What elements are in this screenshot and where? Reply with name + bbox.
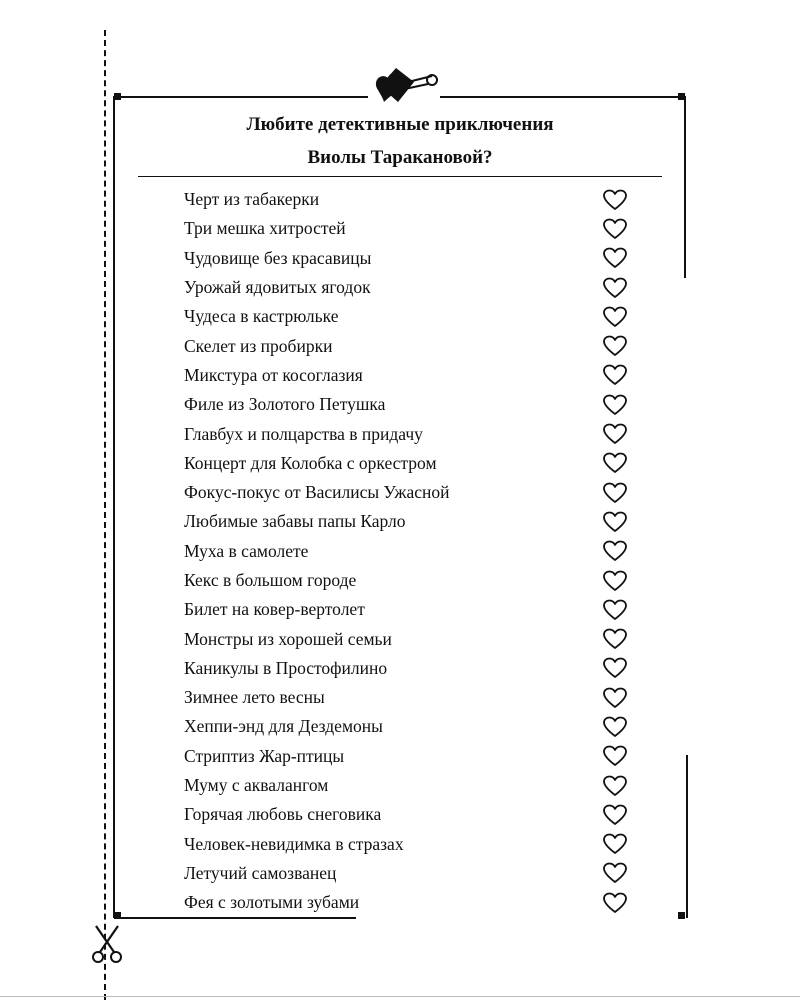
dashed-cut-line (104, 30, 106, 1000)
heart-outline-icon[interactable] (602, 775, 628, 797)
heart-outline-icon[interactable] (602, 570, 628, 592)
heart-outline-icon[interactable] (602, 833, 628, 855)
book-list-item (184, 771, 644, 800)
book-list-item (184, 419, 644, 448)
book-title: Билет на ковер-вертолет (184, 599, 365, 620)
heading-divider (138, 176, 662, 177)
book-title: Скелет из пробирки (184, 335, 333, 356)
book-title: Муха в самолете (184, 540, 309, 561)
frame-corner-tl (114, 93, 121, 100)
book-title: Чудовище без красавицы (184, 247, 372, 268)
book-list-item (184, 800, 644, 829)
book-title: Зимнее лето весны (184, 687, 325, 708)
book-list-item (184, 214, 644, 243)
book-list-item (184, 273, 644, 302)
book-title: Урожай ядовитых ягодок (184, 277, 371, 298)
book-list-item (184, 390, 644, 419)
book-list-item (184, 185, 644, 214)
book-list-item (184, 888, 644, 917)
book-list-item (184, 478, 644, 507)
book-list-item (184, 566, 644, 595)
heart-outline-icon[interactable] (602, 277, 628, 299)
heart-outline-icon[interactable] (602, 657, 628, 679)
heart-outline-icon[interactable] (602, 482, 628, 504)
heart-outline-icon[interactable] (602, 394, 628, 416)
book-title: Черт из табакерки (184, 189, 320, 210)
book-list-item (184, 331, 644, 360)
heart-outline-icon[interactable] (602, 452, 628, 474)
book-title: Фея с золотыми зубами (184, 892, 360, 913)
frame-corner-bl (114, 912, 121, 919)
book-checklist (184, 185, 644, 917)
heart-outline-icon[interactable] (602, 804, 628, 826)
book-title: Человек-невидимка в стразах (184, 833, 404, 854)
book-list-item (184, 830, 644, 859)
heart-outline-icon[interactable] (602, 716, 628, 738)
book-title: Три мешка хитростей (184, 218, 346, 239)
book-title: Кекс в большом городе (184, 570, 357, 590)
heading-line-2: Виолы Таракановой? (307, 147, 493, 168)
book-title: Муму с аквалангом (184, 775, 329, 796)
book-title: Горячая любовь снеговика (184, 804, 382, 825)
book-title: Концерт для Колобка с оркестром (184, 452, 437, 473)
book-list-item (184, 361, 644, 390)
frame-corner-tr (678, 93, 685, 100)
heart-outline-icon[interactable] (602, 335, 628, 357)
book-title: Стриптиз Жар-птицы (184, 745, 345, 766)
book-list-item (184, 712, 644, 741)
heart-outline-icon[interactable] (602, 189, 628, 211)
heart-safety-pin-icon (370, 62, 440, 108)
book-list-item (184, 683, 644, 712)
heart-outline-icon[interactable] (602, 892, 628, 914)
book-list-item (184, 302, 644, 331)
book-title: Каникулы в Простофилино (184, 657, 388, 678)
scissors-icon (90, 924, 124, 964)
book-title: Любимые забавы папы Карло (184, 511, 406, 532)
page-bottom-rule (0, 996, 800, 997)
frame-top-left (118, 96, 368, 98)
heart-outline-icon[interactable] (602, 687, 628, 709)
frame-right-lower (686, 755, 688, 918)
book-list-item (184, 742, 644, 771)
book-title: Фокус-покус от Василисы Ужасной (184, 482, 450, 503)
bookmark-heading (140, 108, 660, 174)
book-title: Филе из Золотого Петушка (184, 394, 386, 415)
book-title: Главбух и полцарства в придачу (184, 423, 423, 444)
book-title: Микстура от косоглазия (184, 364, 363, 385)
book-list-item (184, 624, 644, 653)
frame-corner-br (678, 912, 685, 919)
heart-outline-icon[interactable] (602, 628, 628, 650)
book-title: Летучий самозванец (184, 862, 337, 883)
heading-line-1: Любите детективные приключения (246, 114, 554, 135)
book-title: Чудеса в кастрюльке (184, 306, 339, 327)
book-title: Монстры из хорошей семьи (184, 628, 392, 649)
book-list-item (184, 537, 644, 566)
frame-top-right (440, 96, 680, 98)
frame-right-upper (684, 96, 686, 278)
heart-outline-icon[interactable] (602, 423, 628, 445)
book-list-item (184, 244, 644, 273)
heart-outline-icon[interactable] (602, 364, 628, 386)
heart-outline-icon[interactable] (602, 306, 628, 328)
book-list-item (184, 654, 644, 683)
frame-left (113, 96, 115, 918)
heart-outline-icon[interactable] (602, 218, 628, 240)
heart-outline-icon[interactable] (602, 540, 628, 562)
book-list-item (184, 507, 644, 536)
book-list-item (184, 859, 644, 888)
book-list-item (184, 449, 644, 478)
heart-outline-icon[interactable] (602, 745, 628, 767)
book-list-item (184, 595, 644, 624)
heart-outline-icon[interactable] (602, 247, 628, 269)
heart-outline-icon[interactable] (602, 511, 628, 533)
heart-outline-icon[interactable] (602, 862, 628, 884)
book-title: Хеппи-энд для Дездемоны (184, 716, 383, 737)
heart-outline-icon[interactable] (602, 599, 628, 621)
